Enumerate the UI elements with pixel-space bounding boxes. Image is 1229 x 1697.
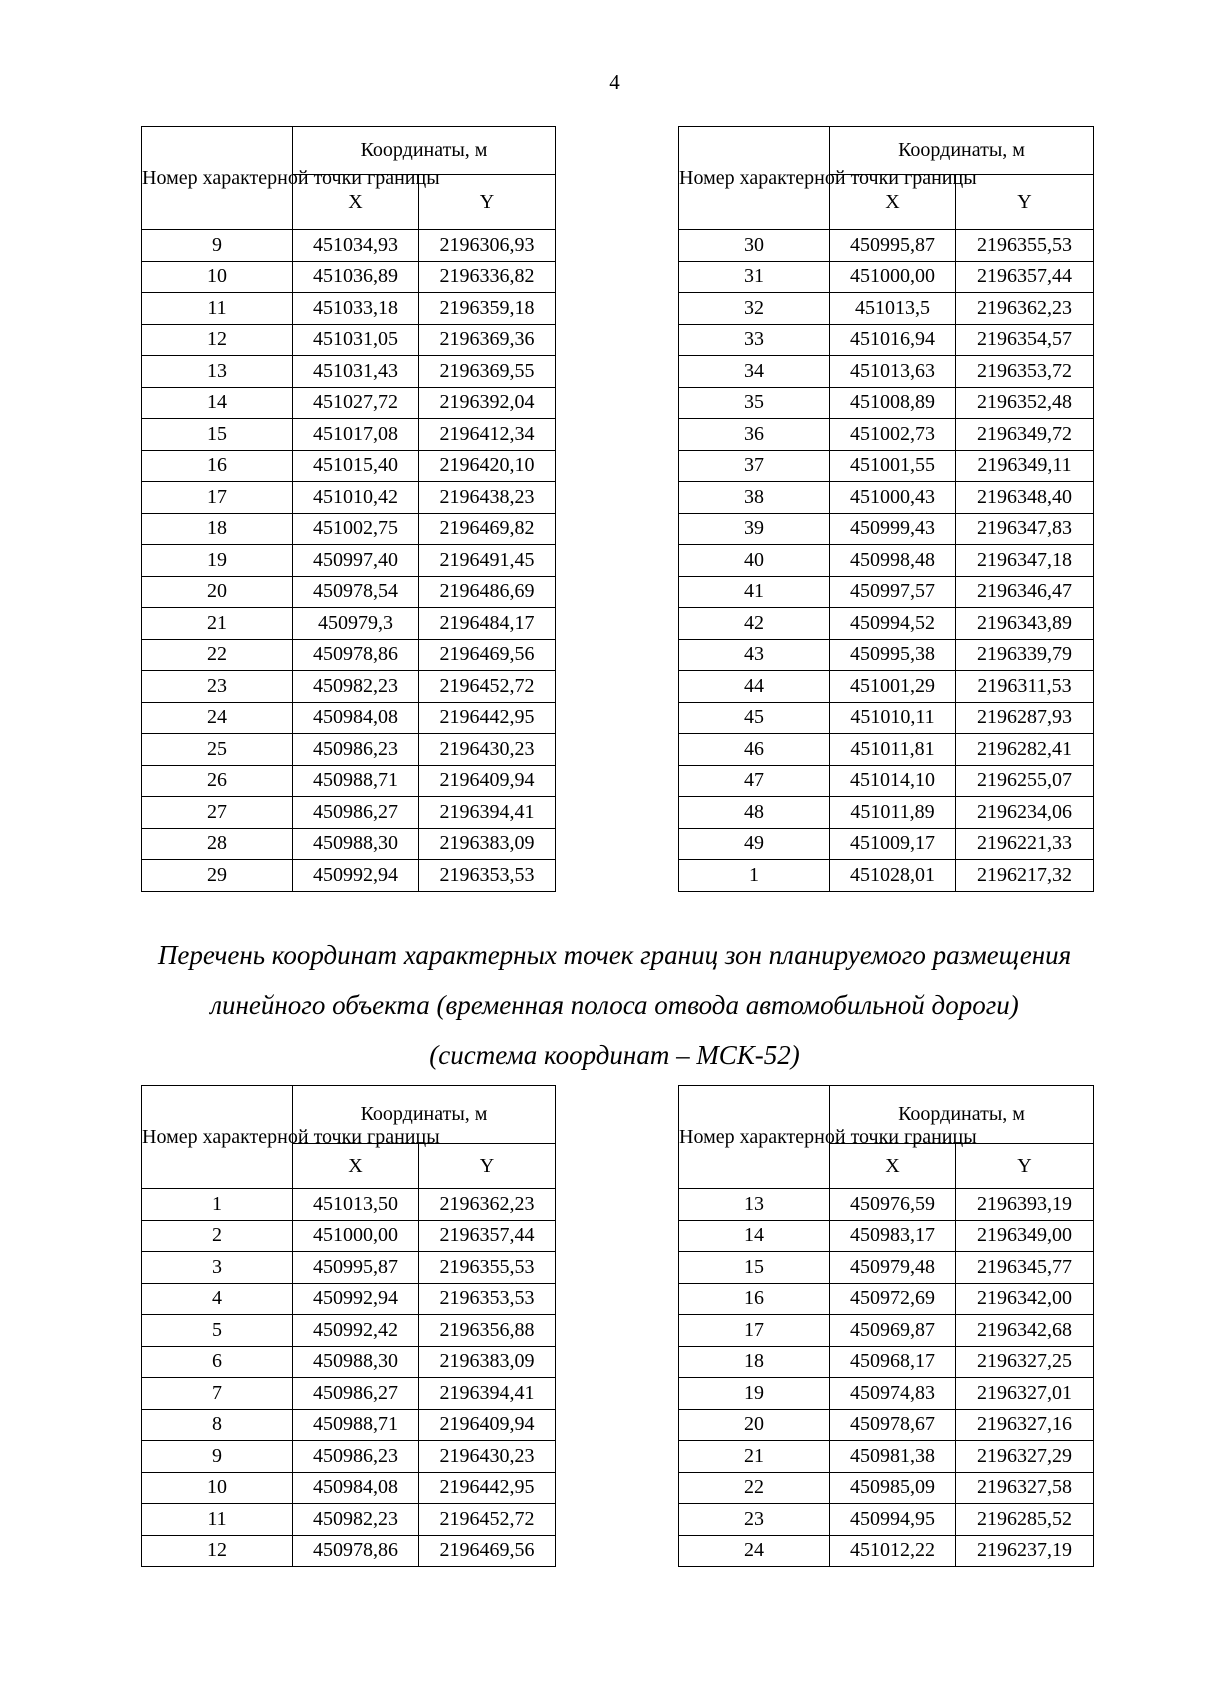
y-coordinate-cell: 2196353,53	[419, 860, 556, 892]
x-coordinate-cell: 450969,87	[830, 1315, 956, 1347]
table-row	[679, 482, 1094, 514]
y-coordinate-cell: 2196362,23	[956, 293, 1094, 325]
point-number-cell: 38	[679, 482, 830, 514]
point-number-cell: 10	[142, 1472, 293, 1504]
table-row	[679, 230, 1094, 262]
y-coordinate-cell: 2196327,29	[956, 1441, 1094, 1473]
x-coordinate-cell: 450978,67	[830, 1409, 956, 1441]
point-number-cell: 18	[679, 1346, 830, 1378]
point-number-cell: 16	[142, 450, 293, 482]
section-title	[0, 930, 1229, 1080]
table-body	[679, 1189, 1094, 1567]
x-coordinate-cell: 451001,29	[830, 671, 956, 703]
point-number-cell: 11	[142, 1504, 293, 1536]
y-coordinate-cell: 2196217,32	[956, 860, 1094, 892]
x-coordinate-cell: 451002,75	[293, 513, 419, 545]
point-number-cell: 43	[679, 639, 830, 671]
point-number-cell: 16	[679, 1283, 830, 1315]
x-coordinate-cell: 451036,89	[293, 261, 419, 293]
table-row	[142, 1315, 556, 1347]
point-number-cell: 13	[679, 1189, 830, 1221]
table-row	[142, 293, 556, 325]
x-coordinate-cell: 450999,43	[830, 513, 956, 545]
y-coordinate-cell: 2196327,25	[956, 1346, 1094, 1378]
point-number-header: Номер характерной точки границы	[142, 1086, 293, 1189]
point-number-cell: 1	[679, 860, 830, 892]
table-row	[679, 450, 1094, 482]
point-number-cell: 48	[679, 797, 830, 829]
y-coordinate-cell: 2196420,10	[419, 450, 556, 482]
point-number-cell: 17	[142, 482, 293, 514]
table-row	[142, 482, 556, 514]
point-number-cell: 15	[142, 419, 293, 451]
y-coordinate-cell: 2196353,53	[419, 1283, 556, 1315]
table-row	[142, 671, 556, 703]
point-number-cell: 20	[679, 1409, 830, 1441]
y-coordinate-cell: 2196430,23	[419, 1441, 556, 1473]
table-row	[142, 797, 556, 829]
point-number-cell: 15	[679, 1252, 830, 1284]
x-coordinate-cell: 451011,81	[830, 734, 956, 766]
table-row	[142, 734, 556, 766]
point-number-cell: 22	[679, 1472, 830, 1504]
x-coordinate-cell: 450986,27	[293, 1378, 419, 1410]
coordinates-header: Координаты, м	[293, 1086, 556, 1144]
x-coordinate-cell: 451001,55	[830, 450, 956, 482]
y-coordinate-cell: 2196221,33	[956, 828, 1094, 860]
table-row	[679, 702, 1094, 734]
point-number-cell: 7	[142, 1378, 293, 1410]
y-coordinate-cell: 2196392,04	[419, 387, 556, 419]
point-number-cell: 47	[679, 765, 830, 797]
coordinates-header: Координаты, м	[830, 127, 1094, 175]
point-number-cell: 19	[679, 1378, 830, 1410]
x-coordinate-cell: 451010,11	[830, 702, 956, 734]
table-row	[679, 261, 1094, 293]
x-coordinate-cell: 450988,71	[293, 765, 419, 797]
table-row	[679, 1472, 1094, 1504]
y-coordinate-cell: 2196430,23	[419, 734, 556, 766]
y-coordinate-cell: 2196355,53	[419, 1252, 556, 1284]
point-number-cell: 29	[142, 860, 293, 892]
point-number-cell: 5	[142, 1315, 293, 1347]
table-row	[142, 1220, 556, 1252]
y-header: Y	[956, 1144, 1094, 1189]
table-row	[679, 545, 1094, 577]
table-row	[142, 419, 556, 451]
point-number-cell: 17	[679, 1315, 830, 1347]
table-row	[142, 1346, 556, 1378]
point-number-cell: 14	[142, 387, 293, 419]
x-coordinate-cell: 451016,94	[830, 324, 956, 356]
y-coordinate-cell: 2196452,72	[419, 1504, 556, 1536]
table-row	[679, 671, 1094, 703]
y-coordinate-cell: 2196469,56	[419, 1535, 556, 1567]
point-number-cell: 12	[142, 324, 293, 356]
x-coordinate-cell: 451011,89	[830, 797, 956, 829]
y-coordinate-cell: 2196352,48	[956, 387, 1094, 419]
y-coordinate-cell: 2196327,16	[956, 1409, 1094, 1441]
x-coordinate-cell: 450986,27	[293, 797, 419, 829]
x-header: X	[293, 1144, 419, 1189]
point-number-cell: 22	[142, 639, 293, 671]
y-coordinate-cell: 2196347,18	[956, 545, 1094, 577]
table-row	[142, 860, 556, 892]
x-coordinate-cell: 450995,38	[830, 639, 956, 671]
x-coordinate-cell: 450978,86	[293, 1535, 419, 1567]
y-coordinate-cell: 2196345,77	[956, 1252, 1094, 1284]
point-number-cell: 27	[142, 797, 293, 829]
x-coordinate-cell: 450968,17	[830, 1346, 956, 1378]
x-coordinate-cell: 450984,08	[293, 702, 419, 734]
table-row	[679, 1409, 1094, 1441]
coordinates-table-2	[678, 126, 1094, 892]
table-row	[679, 828, 1094, 860]
y-coordinate-cell: 2196339,79	[956, 639, 1094, 671]
point-number-cell: 19	[142, 545, 293, 577]
y-coordinate-cell: 2196348,40	[956, 482, 1094, 514]
x-coordinate-cell: 450982,23	[293, 671, 419, 703]
table-body	[679, 230, 1094, 892]
table-body	[142, 1189, 556, 1567]
x-coordinate-cell: 451002,73	[830, 419, 956, 451]
y-coordinate-cell: 2196237,19	[956, 1535, 1094, 1567]
point-number-cell: 24	[142, 702, 293, 734]
y-coordinate-cell: 2196349,00	[956, 1220, 1094, 1252]
point-number-cell: 18	[142, 513, 293, 545]
x-coordinate-cell: 451034,93	[293, 230, 419, 262]
point-number-cell: 10	[142, 261, 293, 293]
point-number-cell: 24	[679, 1535, 830, 1567]
y-header: Y	[956, 175, 1094, 230]
y-coordinate-cell: 2196354,57	[956, 324, 1094, 356]
x-coordinate-cell: 451012,22	[830, 1535, 956, 1567]
section-title-line-1: Перечень координат характерных точек границ зон планируемого размещения	[157, 940, 1072, 970]
x-coordinate-cell: 451000,00	[830, 261, 956, 293]
x-coordinate-cell: 450981,38	[830, 1441, 956, 1473]
x-coordinate-cell: 450979,3	[293, 608, 419, 640]
page-number: 4	[609, 70, 620, 94]
table-row	[679, 576, 1094, 608]
table-row	[679, 1220, 1094, 1252]
point-number-cell: 30	[679, 230, 830, 262]
x-coordinate-cell: 451017,08	[293, 419, 419, 451]
table-row	[142, 513, 556, 545]
x-coordinate-cell: 451009,17	[830, 828, 956, 860]
point-number-cell: 8	[142, 1409, 293, 1441]
table-row	[679, 324, 1094, 356]
y-coordinate-cell: 2196469,56	[419, 639, 556, 671]
point-number-cell: 13	[142, 356, 293, 388]
x-coordinate-cell: 451000,00	[293, 1220, 419, 1252]
point-number-cell: 33	[679, 324, 830, 356]
x-coordinate-cell: 451013,63	[830, 356, 956, 388]
table-row	[679, 293, 1094, 325]
table-row	[142, 576, 556, 608]
x-coordinate-cell: 450992,42	[293, 1315, 419, 1347]
y-coordinate-cell: 2196442,95	[419, 1472, 556, 1504]
table-row	[142, 828, 556, 860]
point-number-cell: 12	[142, 1535, 293, 1567]
table-row	[142, 1409, 556, 1441]
x-coordinate-cell: 450997,57	[830, 576, 956, 608]
y-coordinate-cell: 2196349,11	[956, 450, 1094, 482]
y-coordinate-cell: 2196336,82	[419, 261, 556, 293]
y-coordinate-cell: 2196409,94	[419, 765, 556, 797]
point-number-cell: 20	[142, 576, 293, 608]
x-coordinate-cell: 450992,94	[293, 860, 419, 892]
point-number-cell: 35	[679, 387, 830, 419]
table-row	[679, 765, 1094, 797]
x-coordinate-cell: 451014,10	[830, 765, 956, 797]
coordinates-table-4	[678, 1085, 1094, 1567]
y-coordinate-cell: 2196438,23	[419, 482, 556, 514]
table-row	[142, 387, 556, 419]
x-header: X	[830, 1144, 956, 1189]
table-row	[142, 261, 556, 293]
table-row	[142, 1504, 556, 1536]
table-row	[142, 1252, 556, 1284]
y-coordinate-cell: 2196484,17	[419, 608, 556, 640]
point-number-cell: 23	[142, 671, 293, 703]
point-number-cell: 3	[142, 1252, 293, 1284]
x-coordinate-cell: 450986,23	[293, 734, 419, 766]
table-row	[679, 513, 1094, 545]
table-row	[679, 1189, 1094, 1221]
table-row	[679, 1378, 1094, 1410]
x-coordinate-cell: 450988,30	[293, 828, 419, 860]
x-coordinate-cell: 451028,01	[830, 860, 956, 892]
x-coordinate-cell: 450997,40	[293, 545, 419, 577]
x-coordinate-cell: 450978,86	[293, 639, 419, 671]
y-coordinate-cell: 2196394,41	[419, 1378, 556, 1410]
x-coordinate-cell: 451013,5	[830, 293, 956, 325]
point-number-header: Номер характерной точки границы	[142, 127, 293, 230]
y-coordinate-cell: 2196383,09	[419, 1346, 556, 1378]
table-row	[679, 1283, 1094, 1315]
point-number-cell: 41	[679, 576, 830, 608]
x-coordinate-cell: 451008,89	[830, 387, 956, 419]
y-coordinate-cell: 2196327,58	[956, 1472, 1094, 1504]
point-number-header: Номер характерной точки границы	[679, 127, 830, 230]
x-coordinate-cell: 450994,95	[830, 1504, 956, 1536]
y-coordinate-cell: 2196342,00	[956, 1283, 1094, 1315]
point-number-cell: 1	[142, 1189, 293, 1221]
x-coordinate-cell: 450998,48	[830, 545, 956, 577]
x-coordinate-cell: 451000,43	[830, 482, 956, 514]
point-number-cell: 6	[142, 1346, 293, 1378]
table-row	[679, 356, 1094, 388]
table-row	[142, 1189, 556, 1221]
table-row	[679, 1315, 1094, 1347]
y-coordinate-cell: 2196369,36	[419, 324, 556, 356]
table-row	[679, 797, 1094, 829]
x-coordinate-cell: 451010,42	[293, 482, 419, 514]
x-coordinate-cell: 450992,94	[293, 1283, 419, 1315]
table-row	[142, 1283, 556, 1315]
table-row	[142, 1378, 556, 1410]
coordinates-table-1	[141, 126, 556, 892]
table-row	[679, 639, 1094, 671]
x-coordinate-cell: 451015,40	[293, 450, 419, 482]
point-number-cell: 4	[142, 1283, 293, 1315]
table-row	[142, 702, 556, 734]
x-coordinate-cell: 450988,30	[293, 1346, 419, 1378]
table-row	[679, 860, 1094, 892]
table-row	[679, 1504, 1094, 1536]
y-coordinate-cell: 2196355,53	[956, 230, 1094, 262]
x-coordinate-cell: 450976,59	[830, 1189, 956, 1221]
point-number-cell: 36	[679, 419, 830, 451]
y-coordinate-cell: 2196357,44	[956, 261, 1094, 293]
y-coordinate-cell: 2196347,83	[956, 513, 1094, 545]
y-coordinate-cell: 2196282,41	[956, 734, 1094, 766]
table-row	[142, 639, 556, 671]
x-coordinate-cell: 450985,09	[830, 1472, 956, 1504]
y-coordinate-cell: 2196409,94	[419, 1409, 556, 1441]
y-coordinate-cell: 2196412,34	[419, 419, 556, 451]
table-row	[679, 1252, 1094, 1284]
table-row	[142, 1472, 556, 1504]
coordinates-table-3	[141, 1085, 556, 1567]
x-coordinate-cell: 451033,18	[293, 293, 419, 325]
point-number-cell: 21	[679, 1441, 830, 1473]
y-coordinate-cell: 2196287,93	[956, 702, 1094, 734]
table-row	[142, 324, 556, 356]
y-coordinate-cell: 2196442,95	[419, 702, 556, 734]
y-coordinate-cell: 2196362,23	[419, 1189, 556, 1221]
x-coordinate-cell: 451031,05	[293, 324, 419, 356]
x-coordinate-cell: 450979,48	[830, 1252, 956, 1284]
point-number-cell: 2	[142, 1220, 293, 1252]
y-coordinate-cell: 2196359,18	[419, 293, 556, 325]
x-header: X	[293, 175, 419, 230]
point-number-header: Номер характерной точки границы	[679, 1086, 830, 1189]
point-number-cell: 31	[679, 261, 830, 293]
y-coordinate-cell: 2196393,19	[956, 1189, 1094, 1221]
y-coordinate-cell: 2196356,88	[419, 1315, 556, 1347]
y-coordinate-cell: 2196306,93	[419, 230, 556, 262]
point-number-cell: 49	[679, 828, 830, 860]
y-coordinate-cell: 2196311,53	[956, 671, 1094, 703]
point-number-cell: 14	[679, 1220, 830, 1252]
point-number-cell: 21	[142, 608, 293, 640]
x-coordinate-cell: 450994,52	[830, 608, 956, 640]
point-number-cell: 39	[679, 513, 830, 545]
coordinates-header: Координаты, м	[830, 1086, 1094, 1144]
y-coordinate-cell: 2196342,68	[956, 1315, 1094, 1347]
table-row	[142, 1441, 556, 1473]
x-coordinate-cell: 450995,87	[293, 1252, 419, 1284]
table-row	[679, 1535, 1094, 1567]
x-coordinate-cell: 451027,72	[293, 387, 419, 419]
point-number-cell: 23	[679, 1504, 830, 1536]
x-coordinate-cell: 450972,69	[830, 1283, 956, 1315]
y-coordinate-cell: 2196353,72	[956, 356, 1094, 388]
point-number-cell: 32	[679, 293, 830, 325]
y-coordinate-cell: 2196369,55	[419, 356, 556, 388]
table-row	[679, 1346, 1094, 1378]
x-header: X	[830, 175, 956, 230]
point-number-cell: 42	[679, 608, 830, 640]
x-coordinate-cell: 450974,83	[830, 1378, 956, 1410]
point-number-cell: 28	[142, 828, 293, 860]
y-coordinate-cell: 2196349,72	[956, 419, 1094, 451]
table-row	[142, 765, 556, 797]
y-coordinate-cell: 2196234,06	[956, 797, 1094, 829]
table-row	[679, 1441, 1094, 1473]
y-coordinate-cell: 2196452,72	[419, 671, 556, 703]
section-title-line-3: (система координат – МСК-52)	[429, 1040, 800, 1070]
table-row	[142, 450, 556, 482]
table-body	[142, 230, 556, 892]
point-number-cell: 9	[142, 230, 293, 262]
x-coordinate-cell: 450995,87	[830, 230, 956, 262]
table-row	[142, 608, 556, 640]
table-row	[142, 356, 556, 388]
y-coordinate-cell: 2196343,89	[956, 608, 1094, 640]
point-number-cell: 25	[142, 734, 293, 766]
point-number-cell: 46	[679, 734, 830, 766]
coordinates-header: Координаты, м	[293, 127, 556, 175]
table-row	[679, 608, 1094, 640]
y-header: Y	[419, 175, 556, 230]
point-number-cell: 26	[142, 765, 293, 797]
y-coordinate-cell: 2196357,44	[419, 1220, 556, 1252]
table-row	[679, 734, 1094, 766]
y-coordinate-cell: 2196255,07	[956, 765, 1094, 797]
y-coordinate-cell: 2196327,01	[956, 1378, 1094, 1410]
x-coordinate-cell: 451013,50	[293, 1189, 419, 1221]
y-coordinate-cell: 2196486,69	[419, 576, 556, 608]
y-coordinate-cell: 2196491,45	[419, 545, 556, 577]
y-coordinate-cell: 2196383,09	[419, 828, 556, 860]
point-number-cell: 44	[679, 671, 830, 703]
point-number-cell: 40	[679, 545, 830, 577]
x-coordinate-cell: 450983,17	[830, 1220, 956, 1252]
x-coordinate-cell: 450978,54	[293, 576, 419, 608]
y-coordinate-cell: 2196285,52	[956, 1504, 1094, 1536]
y-coordinate-cell: 2196469,82	[419, 513, 556, 545]
table-row	[142, 545, 556, 577]
table-row	[679, 419, 1094, 451]
x-coordinate-cell: 450984,08	[293, 1472, 419, 1504]
section-title-line-2: линейного объекта (временная полоса отвода автомобильной дороги)	[210, 990, 1019, 1020]
y-coordinate-cell: 2196394,41	[419, 797, 556, 829]
point-number-cell: 45	[679, 702, 830, 734]
table-row	[142, 230, 556, 262]
point-number-cell: 34	[679, 356, 830, 388]
x-coordinate-cell: 450982,23	[293, 1504, 419, 1536]
x-coordinate-cell: 451031,43	[293, 356, 419, 388]
x-coordinate-cell: 450986,23	[293, 1441, 419, 1473]
point-number-cell: 9	[142, 1441, 293, 1473]
y-coordinate-cell: 2196346,47	[956, 576, 1094, 608]
y-header: Y	[419, 1144, 556, 1189]
table-row	[142, 1535, 556, 1567]
point-number-cell: 11	[142, 293, 293, 325]
point-number-cell: 37	[679, 450, 830, 482]
x-coordinate-cell: 450988,71	[293, 1409, 419, 1441]
table-row	[679, 387, 1094, 419]
